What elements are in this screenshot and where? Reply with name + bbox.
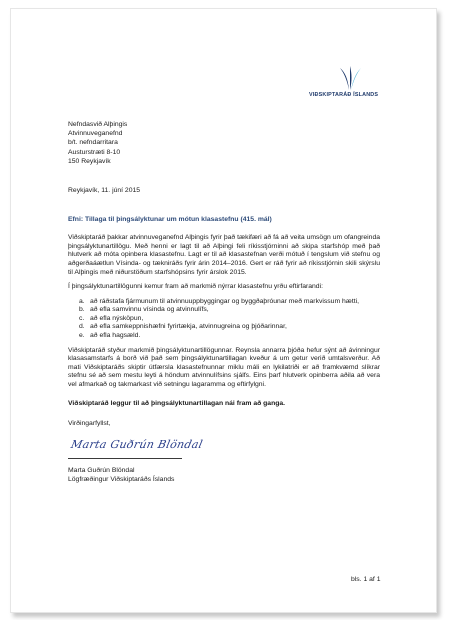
list-item (81, 332, 380, 341)
list-marker: a. (79, 297, 85, 305)
body-paragraph: Í þingsályktunartillögunni kemur fram að markmið nýrrar klasastefnu yrðu eftirfarandi: (68, 283, 323, 291)
list-marker: d. (79, 323, 85, 331)
signer-info (68, 467, 380, 485)
list-marker: b. (79, 306, 85, 314)
list-marker: e. (79, 332, 85, 340)
recipient-address (68, 121, 380, 167)
signer-name: Marta Guðrún Blöndal (68, 466, 135, 474)
address-line: b/t. nefndarritara (68, 139, 118, 147)
body-paragraph: Viðskiptaráð styður markmið þingsályktunartillögunnar. Reynsla annarra þjóða hefur sýnt að ávinningur klasasamstarfs á borð við það sem þingsályktunartillagan kveður á um getur verið umtalsverður. Að mati Viðskiptaráðs skiptir útfærsla klasastefnunnar miklu máli en lykilatriði er að framkvæmd slíkrar stefnu sé að sem mestu leyti á höndum atvinnulífsins sjálfs. Eins þarf hlutverk opinberra aðila að vera vel afmarkað og takmarkast við setningu lagaramma og eftirfylgni. (68, 346, 380, 389)
subject-line: Efni: Tillaga til þingsályktunar um mótun klasastefnu (415. mál) (68, 215, 272, 223)
list-marker: c. (79, 314, 85, 322)
address-line: Nefndasvið Alþingis (68, 121, 128, 128)
list-item-text: að efla samvinnu vísinda og atvinnulífs, (90, 306, 209, 314)
handwritten-signature: Marta Guðrún Blöndal (69, 437, 204, 451)
signer-title: Lögfræðingur Viðskiptaráðs Íslands (68, 476, 175, 483)
list-item-text: að efla nýsköpun, (90, 314, 144, 322)
address-line: Austurstræti 8-10 (68, 148, 121, 156)
goals-list (68, 298, 380, 341)
list-item (81, 323, 380, 332)
logo-wordmark: VIÐSKIPTARÁÐ ÍSLANDS (309, 92, 379, 98)
letter-page (10, 8, 437, 613)
letter-date: Reykjavík, 11. júní 2015 (68, 186, 141, 194)
page-number: bls. 1 af 1 (351, 576, 381, 583)
letter-content (68, 121, 380, 485)
list-item (81, 298, 380, 307)
list-item (81, 306, 380, 315)
address-line: Atvinnuveganefnd (68, 130, 123, 138)
list-item-text: að efla samkeppnishæfni fyrirtækja, atvinnugreina og þjóðarinnar, (90, 323, 287, 331)
recommendation-paragraph: Viðskiptaráð leggur til að þingsályktunartillagan nái fram að ganga. (68, 399, 286, 407)
signature-block (68, 431, 380, 467)
signature-line (68, 458, 182, 459)
closing-salutation: Virðingarfyllst, (68, 420, 111, 428)
logo-emblem-icon (337, 65, 363, 91)
list-item-text: að ráðstafa fjármunum til atvinnuuppbyggingar og byggðaþróunar með markvissum hætti, (90, 297, 359, 305)
body-paragraph: Viðskiptaráð þakkar atvinnuveganefnd Alþingis fyrir það tækifæri að fá að veita umsögn um ofangreinda þingsályktunartillögu. Með henni er lagt til að Alþingi feli ríkisstjórninni að skipa starfshóp með það hlutverk að móta opinbera klasastefnu. Lagt er til að klasastefnan verði mótuð í tengslum við stefnu og aðgerðaáætlun Vísinda- og tækniráðs fyrir árin 2014–2016. Gert er ráð fyrir að ríkisstjórnin skili skýrslu til Alþingis með niðurstöðum starfshópsins fyrir árslok 2015. (68, 234, 380, 276)
list-item-text: að efla hagsæld. (90, 332, 141, 340)
address-line: 150 Reykjavík (68, 157, 111, 165)
